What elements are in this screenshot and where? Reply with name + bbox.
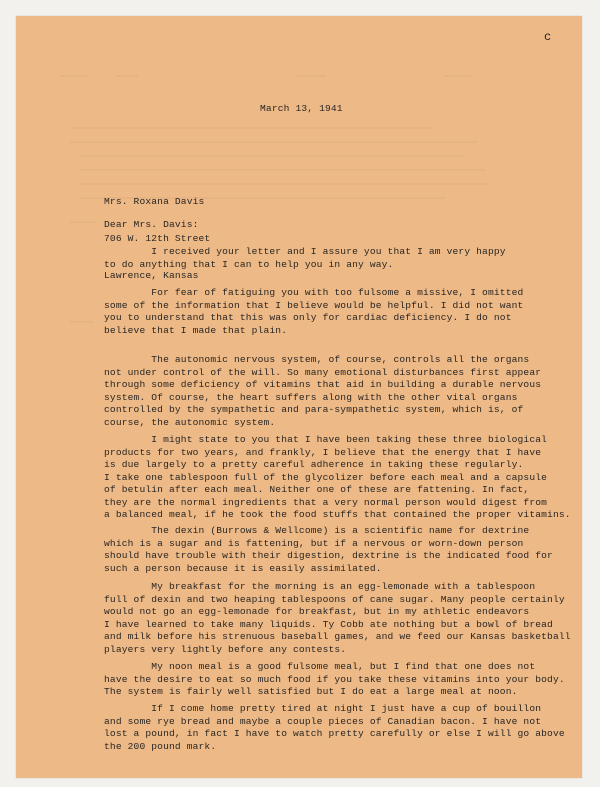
paragraph-7: My noon meal is a good fulsome meal, but I find that one does not have the desire to eat so much food if you take these vitamins into your body. The system is fairly well satisfied but I do eat a large meal at noon. — [104, 661, 565, 697]
letter-page — [16, 16, 582, 778]
salutation: Dear Mrs. Davis: — [104, 219, 199, 230]
paragraph-1: I received your letter and I assure you that I am very happy to do anything that I can to help you in any way. — [104, 246, 506, 270]
paragraph-4: I might state to you that I have been taking these three biological products for two years, and frankly, I believe that the energy that I have is due largely to a pretty careful adherence in taking these regularly. I take one tablespoon full of the glycolizer before each meal and a capsule of betulin after each meal. Neither one of these are fattening. In fact, they are the normal ingredients that a very normal person would digest from a balanced meal, if he took the food stuffs that contained the proper vitamins. — [104, 434, 571, 520]
recipient-name: Mrs. Roxana Davis — [104, 196, 205, 207]
recipient-city: Lawrence, Kansas — [104, 270, 199, 281]
recipient-street: 706 W. 12th Street — [104, 233, 211, 244]
corner-mark: c — [544, 30, 552, 44]
letter-date: March 13, 1941 — [260, 103, 343, 114]
paragraph-5: The dexin (Burrows & Wellcome) is a scientific name for dextrine which is a sugar and is fattening, but if a nervous or worn-down person should have trouble with their digestion, dextrine is the indicated food for such a person because it is easily assimilated. — [104, 525, 553, 574]
paragraph-8: If I come home pretty tired at night I just have a cup of bouillon and some rye bread and maybe a couple pieces of Canadian bacon. I have not lost a pound, in fact I have to watch pretty carefully or else I will go above the 200 pound mark. — [104, 703, 565, 752]
paragraph-3: The autonomic nervous system, of course, controls all the organs not under control of the will. So many emotional disturbances first appear through some deficiency of vitamins that aid in building a durable nervous system. Of course, the heart suffers along with the other vital organs controlled by the sympathetic and para-sympathetic system, which is, of course, the autonomic system. — [104, 354, 542, 428]
paragraph-6: My breakfast for the morning is an egg-lemonade with a tablespoon full of dexin and two heaping tablespoons of cane sugar. Many people certainly would not go an egg-lemonade for breakfast, but in my athletic endeavors I have learned to take many liquids. Ty Cobb ate nothing but a bowl of bread and milk before his strenuous baseball games, and we feed our Kansas basketball players very lightly before any contests. — [104, 581, 571, 655]
paragraph-2: For fear of fatiguing you with too fulsome a missive, I omitted some of the information that I believe would be helpful. I did not want you to understand that this was only for cardiac deficiency. I do not believe that I made that plain. — [104, 287, 524, 336]
